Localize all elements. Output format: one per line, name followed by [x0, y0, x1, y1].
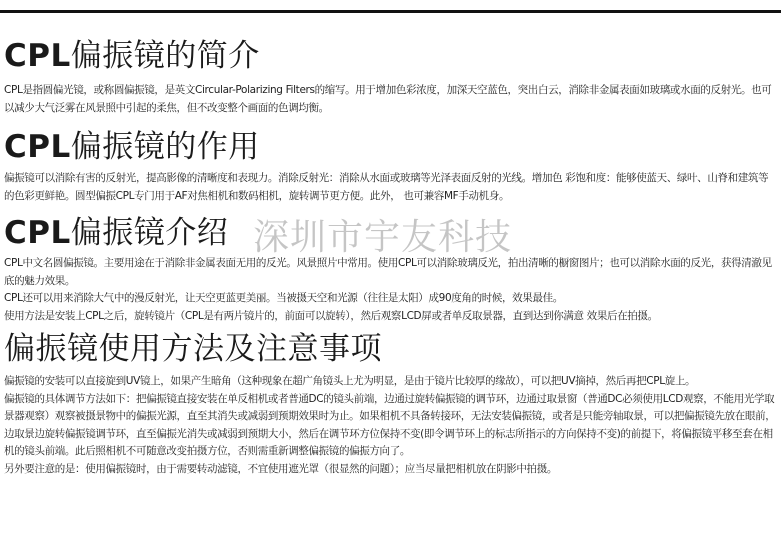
paragraph: 使用方法是安装上CPL之后，旋转镜片（CPL是有两片镜片的，前面可以旋转），然后观察LCD屏或者单反取景器，直到达到你满意 效果后在拍摄。: [4, 309, 658, 322]
heading-text: 偏振镜介绍: [70, 215, 229, 251]
heading-latin: CPL: [4, 38, 71, 74]
heading-latin: CPL: [4, 129, 71, 165]
section-cpl-intro: [4, 36, 776, 117]
section-usage-notes: [4, 329, 776, 478]
top-rule: [0, 10, 781, 13]
paragraph: 偏振镜的具体调节方法如下：把偏振镜直接安装在单反相机或者普通DC的镜头前端，边通过旋转偏振镜的调节环，边通过取景窗（普通DC必须使用LCD观察，不能用光学取景器观察）观察被摄景物中的偏振光源，直至其消失或减弱到预期效果时为止。如果相机不具备转接环，无法安装偏振镜，或者是只能旁轴取景，可以把偏振镜先放在眼前，边取景边旋转偏振镜调节环，直至偏振光消失或减弱到预期大小，然后在调节环方位保持不变(即令调节环上的标志所指示的方向保持不变)的前提下，将偏振镜平移至套在相机的镜头前端。此后照相机不可随意改变拍摄方位，否则需重新调整偏振镜的偏振方向了。: [4, 392, 776, 457]
heading-latin: CPL: [4, 215, 71, 251]
heading-cpl-function: [4, 127, 776, 167]
heading-text: 偏振镜的简介: [70, 38, 260, 74]
heading-cpl-intro: [4, 36, 776, 76]
paragraph: CPL中文名圆偏振镜。主要用途在于消除非金属表面无用的反光。风景照片中常用。使用CPL可以消除玻璃反光，拍出清晰的橱窗图片；也可以消除水面的反光，获得清澈见底的魅力效果。: [4, 257, 772, 287]
paragraph: CPL还可以用来消除大气中的漫反射光，让天空更蓝更美丽。当被摄天空和光源（往往是太阳）成90度角的时候，效果最佳。: [4, 292, 563, 304]
paragraph: 另外要注意的是：使用偏振镜时，由于需要转动滤镜，不宜使用遮光罩（很显然的问题）；应当尽量把相机放在阴影中拍摄。: [4, 462, 557, 475]
watermark: 深圳市宇友科技: [253, 217, 513, 258]
heading-text: 偏振镜使用方法及注意事项: [4, 331, 382, 367]
heading-text: 偏振镜的作用: [70, 129, 260, 165]
heading-usage-notes: [4, 329, 776, 369]
paragraph: 偏振镜的安装可以直接旋到UV镜上，如果产生暗角（这种现象在超广角镜头上尤为明显，是由于镜片比较厚的缘故），可以把UV摘掉，然后再把CPL旋上。: [4, 375, 696, 387]
section-cpl-function: [4, 127, 776, 205]
paragraph: 偏振镜可以消除有害的反射光，提高影像的清晰度和表现力。消除反射光：消除从水面或玻璃等光泽表面反射的光线。增加色 彩饱和度：能够使蓝天、绿叶、山脊和建筑等的色彩更鲜艳。圆型偏振CPL专门用于AF对焦相机和数码相机，旋转调节更方便。此外， 也可兼容MF手动机身。: [4, 172, 769, 202]
paragraph: CPL是指圆偏光镜，或称圆偏振镜，是英文Circular-Polarizing Filters的缩写。用于增加色彩浓度，加深天空蓝色，突出白云，消除非金属表面如玻璃或水面的反射光。也可以减少大气泛雾在风景照中引起的柔焦，但不改变整个画面的色调均衡。: [4, 84, 772, 114]
